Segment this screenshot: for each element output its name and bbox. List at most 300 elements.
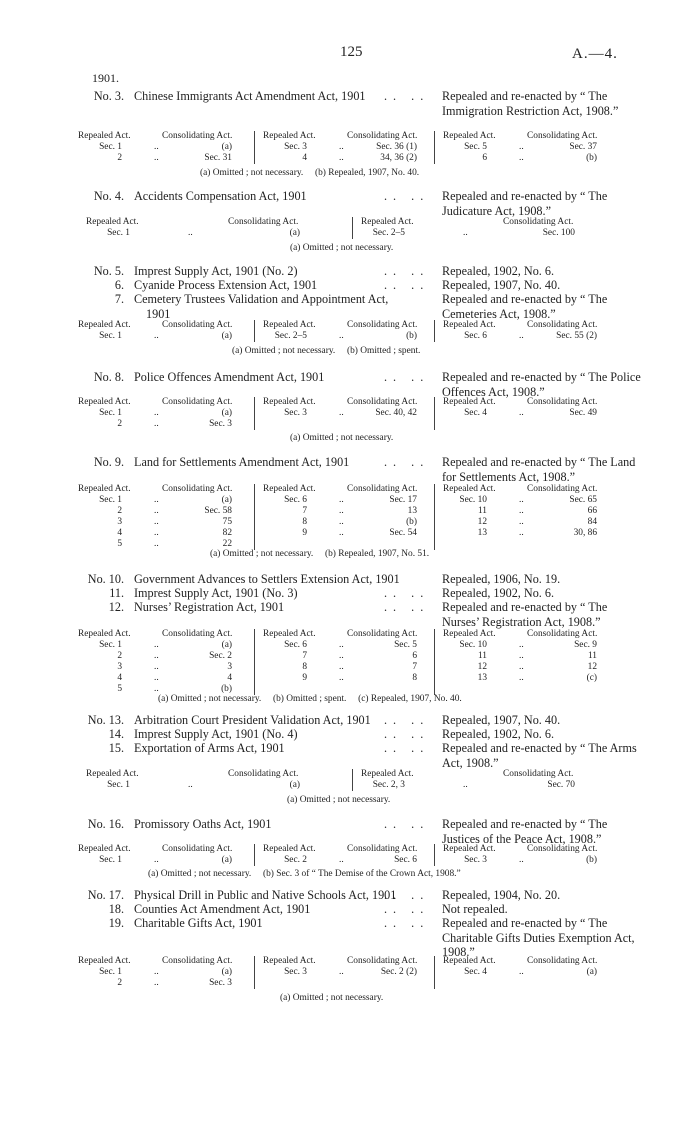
act-title: Government Advances to Settlers Extension Act, 1901 (134, 572, 400, 586)
leader-dots: .. (519, 967, 524, 977)
act-number: No. 10. (87, 572, 124, 586)
consolidating-act-header: Consolidating Act. (347, 484, 418, 494)
table-row (70, 517, 250, 528)
leader-dots: .. .. (384, 817, 430, 831)
leader-dots: .. (519, 517, 524, 527)
consolidating-section: (b) (586, 855, 597, 865)
leader-dots: .. (519, 142, 524, 152)
act-status: Repealed and re-enacted by “ The Cemeteries Act, 1908.” (442, 292, 608, 321)
consolidating-act-header: Consolidating Act. (228, 769, 299, 779)
table-row (435, 506, 615, 517)
act-status: Repealed and re-enacted by “ The Nurses’ Registration Act, 1908.” (442, 600, 608, 629)
consolidating-act-header: Consolidating Act. (503, 217, 574, 227)
repealed-section: 3 (117, 517, 122, 527)
table-group (70, 131, 250, 164)
consolidating-act-header: Consolidating Act. (162, 131, 233, 141)
act-status: Repealed and re-enacted by “ The Charitable Gifts Duties Exemption Act, 1908.” (442, 916, 635, 960)
act-status: Repealed and re-enacted by “ The Police Offences Act, 1908.” (442, 370, 641, 399)
repealed-section: 2 (117, 506, 122, 516)
table-group (254, 484, 435, 550)
consolidating-section: (a) (221, 331, 232, 341)
leader-dots: .. (519, 640, 524, 650)
repealed-section: Sec. 2, 3 (372, 780, 405, 790)
act-entry (84, 264, 644, 279)
consolidating-act-header: Consolidating Act. (527, 320, 598, 330)
consolidating-section: Sec. 2 (2) (380, 967, 417, 977)
repealed-act-header: Repealed Act. (263, 629, 316, 639)
table-row (435, 967, 615, 978)
table-row (435, 142, 615, 153)
table-row (255, 506, 435, 517)
act-status: Repealed, 1906, No. 19. (442, 572, 561, 586)
consolidating-section: 6 (412, 651, 417, 661)
table-footnote: (a) Omitted ; not necessary. (b) Repealed, 1907, No. 51. (210, 549, 430, 559)
consolidating-act-header: Consolidating Act. (527, 397, 598, 407)
repealed-section: 4 (302, 153, 307, 163)
consolidating-act-header: Consolidating Act. (162, 629, 233, 639)
table-row (255, 967, 435, 978)
act-number: No. 16. (87, 817, 124, 831)
leader-dots: .. (154, 640, 159, 650)
act-entry (84, 817, 644, 846)
leader-dots: .. (463, 780, 468, 790)
act-title: Counties Act Amendment Act, 1901 (134, 902, 311, 916)
table-row (435, 855, 615, 866)
leader-dots: .. (519, 408, 524, 418)
repealed-act-header: Repealed Act. (361, 769, 414, 779)
table-row (435, 495, 615, 506)
repealed-section: 12 (477, 517, 487, 527)
leader-dots: .. (519, 662, 524, 672)
repealed-section: Sec. 2–5 (274, 331, 307, 341)
table-row (78, 780, 348, 791)
leader-dots: .. (339, 506, 344, 516)
act-number: No. 17. (87, 888, 124, 902)
table-row (70, 640, 250, 651)
act-number: No. 5. (93, 264, 124, 278)
repealed-act-header: Repealed Act. (443, 320, 496, 330)
table-group (434, 131, 615, 164)
table-group (78, 769, 348, 791)
leader-dots: .. (519, 495, 524, 505)
leader-dots: .. (519, 331, 524, 341)
consolidating-act-header: Consolidating Act. (162, 320, 233, 330)
leader-dots: .. (339, 408, 344, 418)
table-row (435, 640, 615, 651)
table-group (70, 397, 250, 430)
leader-dots: .. .. (384, 89, 430, 103)
section-table (78, 629, 642, 695)
leader-dots: .. (339, 495, 344, 505)
act-status: Repealed and re-enacted by “ The Immigration Restriction Act, 1908.” (442, 89, 619, 118)
repealed-section: 7 (302, 651, 307, 661)
repealed-section: 9 (302, 673, 307, 683)
act-status: Repealed and re-enacted by “ The Land for Settlements Act, 1908.” (442, 455, 636, 484)
leader-dots: .. (154, 408, 159, 418)
leader-dots: .. (154, 517, 159, 527)
table-footnote: (a) Omitted ; not necessary. (b) Omitted ; spent. (232, 346, 421, 356)
repealed-section: 6 (482, 153, 487, 163)
act-status: Repealed, 1907, No. 40. (442, 278, 561, 292)
table-footnote: (a) Omitted ; not necessary. (b) Omitted ; spent. (c) Repealed, 1907, No. 40. (158, 694, 462, 704)
act-status: Repealed, 1907, No. 40. (442, 713, 561, 727)
consolidating-act-header: Consolidating Act. (527, 956, 598, 966)
act-number: No. 9. (93, 455, 124, 469)
act-entry (84, 370, 644, 399)
repealed-section: 4 (117, 528, 122, 538)
leader-dots: .. (519, 528, 524, 538)
table-row (255, 662, 435, 673)
act-number: 7. (114, 292, 124, 306)
table-row (255, 153, 435, 164)
act-title: Accidents Compensation Act, 1901 (134, 189, 307, 203)
table-row (353, 780, 623, 791)
table-row (255, 408, 435, 419)
repealed-act-header: Repealed Act. (443, 629, 496, 639)
leader-dots: .. (154, 539, 159, 549)
leader-dots: .. .. (384, 888, 430, 902)
leader-dots: .. .. (384, 902, 430, 916)
leader-dots: .. (519, 651, 524, 661)
leader-dots: .. (339, 640, 344, 650)
consolidating-section: (a) (221, 495, 232, 505)
leader-dots: .. (339, 967, 344, 977)
consolidating-section: Sec. 2 (209, 651, 232, 661)
repealed-section: Sec. 3 (284, 142, 307, 152)
consolidating-act-header: Consolidating Act. (162, 397, 233, 407)
repealed-act-header: Repealed Act. (86, 769, 139, 779)
repealed-act-header: Repealed Act. (263, 956, 316, 966)
consolidating-act-header: Consolidating Act. (347, 320, 418, 330)
repealed-section: 13 (477, 528, 487, 538)
table-group (254, 397, 435, 430)
act-entry (84, 727, 644, 742)
repealed-section: 8 (302, 662, 307, 672)
consolidating-section: Sec. 6 (394, 855, 417, 865)
leader-dots: .. (154, 495, 159, 505)
act-number: 12. (108, 600, 124, 614)
table-row (70, 673, 250, 684)
repealed-section: Sec. 10 (459, 495, 487, 505)
repealed-section: Sec. 1 (99, 640, 122, 650)
table-row (255, 517, 435, 528)
repealed-act-header: Repealed Act. (263, 320, 316, 330)
act-title: Cyanide Process Extension Act, 1901 (134, 278, 318, 292)
table-row (255, 651, 435, 662)
leader-dots: .. (154, 419, 159, 429)
repealed-section: Sec. 3 (284, 408, 307, 418)
section-table (78, 397, 642, 430)
consolidating-section: 30, 86 (573, 528, 597, 538)
consolidating-section: Sec. 9 (574, 640, 597, 650)
consolidating-section: Sec. 55 (2) (556, 331, 597, 341)
consolidating-section: (a) (221, 142, 232, 152)
consolidating-section: 3 (227, 662, 232, 672)
consolidating-act-header: Consolidating Act. (347, 844, 418, 854)
table-group (70, 320, 250, 342)
act-number: 15. (108, 741, 124, 755)
table-row (70, 528, 250, 539)
leader-dots: .. (519, 153, 524, 163)
table-group (434, 956, 615, 989)
act-title: Chinese Immigrants Act Amendment Act, 1901 (134, 89, 366, 103)
leader-dots: .. .. (384, 370, 430, 384)
act-number: No. 3. (93, 89, 124, 103)
table-footnote: (a) Omitted ; not necessary. (b) Repealed, 1907, No. 40. (200, 168, 420, 178)
consolidating-section: 66 (587, 506, 597, 516)
leader-dots: .. (339, 651, 344, 661)
consolidating-section: Sec. 31 (204, 153, 232, 163)
repealed-section: 12 (477, 662, 487, 672)
act-number: 19. (108, 916, 124, 930)
table-group (70, 844, 250, 866)
consolidating-section: Sec. 36 (1) (376, 142, 417, 152)
consolidating-section: Sec. 54 (389, 528, 417, 538)
consolidating-section: 82 (222, 528, 232, 538)
repealed-section: 13 (477, 673, 487, 683)
act-title: Arbitration Court President Validation Act, 1901 (134, 713, 371, 727)
act-title: Charitable Gifts Act, 1901 (134, 916, 263, 930)
table-row (255, 331, 435, 342)
consolidating-act-header: Consolidating Act. (347, 131, 418, 141)
consolidating-section: (a) (289, 780, 300, 790)
act-title: Promissory Oaths Act, 1901 (134, 817, 272, 831)
leader-dots: .. .. (384, 455, 430, 469)
repealed-section: 2 (117, 419, 122, 429)
act-number: 11. (109, 586, 124, 600)
table-row (435, 331, 615, 342)
act-title: Land for Settlements Amendment Act, 1901 (134, 455, 350, 469)
repealed-section: 9 (302, 528, 307, 538)
act-status: Repealed, 1904, No. 20. (442, 888, 561, 902)
section-table (82, 217, 642, 239)
consolidating-section: (b) (586, 153, 597, 163)
act-entry (84, 741, 644, 770)
consolidating-section: 7 (412, 662, 417, 672)
act-status: Repealed and re-enacted by “ The Arms Act, 1908.” (442, 741, 637, 770)
consolidating-act-header: Consolidating Act. (228, 217, 299, 227)
act-entry (84, 713, 644, 728)
table-row (435, 662, 615, 673)
consolidating-section: Sec. 49 (569, 408, 597, 418)
act-number: No. 13. (87, 713, 124, 727)
table-row (353, 228, 623, 239)
act-status: Repealed, 1902, No. 6. (442, 727, 555, 741)
table-row (255, 528, 435, 539)
consolidating-section: (b) (406, 331, 417, 341)
consolidating-section: Sec. 65 (569, 495, 597, 505)
leader-dots: .. (154, 673, 159, 683)
consolidating-section: Sec. 70 (547, 780, 575, 790)
repealed-section: Sec. 1 (99, 408, 122, 418)
consolidating-section: 4 (227, 673, 232, 683)
repealed-section: Sec. 6 (464, 331, 487, 341)
repealed-act-header: Repealed Act. (263, 484, 316, 494)
repealed-act-header: Repealed Act. (443, 484, 496, 494)
table-row (435, 651, 615, 662)
consolidating-act-header: Consolidating Act. (347, 397, 418, 407)
table-group (352, 769, 623, 791)
act-title: Imprest Supply Act, 1901 (No. 4) (134, 727, 298, 741)
act-number: No. 8. (93, 370, 124, 384)
act-status: Repealed and re-enacted by “ The Justices of the Peace Act, 1908.” (442, 817, 608, 846)
leader-dots: .. (154, 506, 159, 516)
table-row (70, 408, 250, 419)
leader-dots: .. .. (384, 189, 430, 203)
table-group (254, 956, 435, 989)
consolidating-section: 84 (587, 517, 597, 527)
table-group (70, 484, 250, 550)
act-entry (84, 455, 644, 484)
act-entry (84, 586, 644, 601)
act-entry (84, 888, 644, 903)
table-row (435, 153, 615, 164)
table-row (70, 153, 250, 164)
consolidating-section: 8 (412, 673, 417, 683)
repealed-act-header: Repealed Act. (78, 956, 131, 966)
repealed-section: 2 (117, 978, 122, 988)
leader-dots: .. .. (384, 600, 430, 614)
leader-dots: .. .. (384, 278, 430, 292)
leader-dots: .. (154, 978, 159, 988)
act-entry (84, 89, 644, 118)
consolidating-act-header: Consolidating Act. (347, 956, 418, 966)
repealed-section: Sec. 1 (107, 228, 130, 238)
consolidating-section: 22 (222, 539, 232, 549)
consolidating-act-header: Consolidating Act. (162, 484, 233, 494)
repealed-section: Sec. 1 (99, 495, 122, 505)
table-row (435, 517, 615, 528)
consolidating-section: Sec. 5 (394, 640, 417, 650)
leader-dots: .. (519, 506, 524, 516)
consolidating-act-header: Consolidating Act. (162, 956, 233, 966)
leader-dots: .. (188, 780, 193, 790)
consolidating-act-header: Consolidating Act. (527, 131, 598, 141)
table-group (78, 217, 348, 239)
repealed-section: Sec. 1 (107, 780, 130, 790)
table-row (255, 640, 435, 651)
table-row (435, 408, 615, 419)
leader-dots: .. (154, 153, 159, 163)
leader-dots: .. .. (384, 713, 430, 727)
repealed-act-header: Repealed Act. (361, 217, 414, 227)
repealed-section: Sec. 6 (284, 640, 307, 650)
leader-dots: .. (463, 228, 468, 238)
repealed-act-header: Repealed Act. (443, 844, 496, 854)
table-row (70, 495, 250, 506)
act-entry (84, 189, 644, 218)
consolidating-section: (c) (586, 673, 597, 683)
table-group (254, 629, 435, 695)
act-number: 6. (114, 278, 124, 292)
leader-dots: .. (339, 142, 344, 152)
leader-dots: .. .. (384, 916, 430, 930)
consolidating-section: (a) (221, 408, 232, 418)
repealed-act-header: Repealed Act. (78, 629, 131, 639)
consolidating-section: (a) (289, 228, 300, 238)
act-entry (84, 600, 644, 629)
table-group (434, 397, 615, 430)
consolidating-section: Sec. 37 (569, 142, 597, 152)
act-number: 18. (108, 902, 124, 916)
repealed-section: Sec. 2–5 (372, 228, 405, 238)
leader-dots: .. (154, 855, 159, 865)
repealed-act-header: Repealed Act. (443, 131, 496, 141)
repealed-act-header: Repealed Act. (78, 131, 131, 141)
consolidating-section: (a) (586, 967, 597, 977)
repealed-section: Sec. 6 (284, 495, 307, 505)
table-row (70, 978, 250, 989)
act-status: Repealed, 1902, No. 6. (442, 264, 555, 278)
consolidating-act-header: Consolidating Act. (347, 629, 418, 639)
repealed-section: Sec. 3 (284, 967, 307, 977)
repealed-section: 2 (117, 651, 122, 661)
leader-dots: .. (339, 855, 344, 865)
consolidating-section: 13 (407, 506, 417, 516)
table-row (255, 142, 435, 153)
repealed-section: Sec. 10 (459, 640, 487, 650)
table-footnote: (a) Omitted ; not necessary. (290, 243, 394, 253)
table-row (255, 855, 435, 866)
act-entry (84, 572, 644, 587)
leader-dots: .. (188, 228, 193, 238)
repealed-section: 11 (477, 651, 487, 661)
leader-dots: .. (154, 142, 159, 152)
repealed-section: 5 (117, 539, 122, 549)
act-title: Imprest Supply Act, 1901 (No. 3) (134, 586, 298, 600)
table-row (70, 331, 250, 342)
leader-dots: .. (339, 673, 344, 683)
repealed-section: Sec. 1 (99, 142, 122, 152)
consolidating-section: 12 (587, 662, 597, 672)
repealed-section: 2 (117, 153, 122, 163)
repealed-section: Sec. 3 (464, 855, 487, 865)
consolidating-section: (a) (221, 967, 232, 977)
section-table (78, 131, 642, 164)
table-group (254, 131, 435, 164)
table-row (70, 967, 250, 978)
leader-dots: .. (339, 662, 344, 672)
table-row (70, 651, 250, 662)
leader-dots: .. .. (384, 586, 430, 600)
repealed-section: 8 (302, 517, 307, 527)
repealed-act-header: Repealed Act. (263, 397, 316, 407)
repealed-act-header: Repealed Act. (263, 844, 316, 854)
leader-dots: .. (339, 528, 344, 538)
consolidating-section: (a) (221, 855, 232, 865)
section-table (78, 320, 642, 342)
year-label: 1901. (92, 71, 119, 85)
table-footnote: (a) Omitted ; not necessary. (287, 795, 391, 805)
consolidating-act-header: Consolidating Act. (527, 629, 598, 639)
leader-dots: .. (519, 673, 524, 683)
repealed-section: Sec. 2 (284, 855, 307, 865)
table-group (70, 956, 250, 989)
consolidating-section: (b) (406, 517, 417, 527)
consolidating-section: Sec. 3 (209, 978, 232, 988)
consolidating-section: Sec. 58 (204, 506, 232, 516)
table-row (255, 495, 435, 506)
table-group (254, 320, 435, 342)
act-title: Imprest Supply Act, 1901 (No. 2) (134, 264, 298, 278)
leader-dots: .. .. (384, 727, 430, 741)
repealed-section: 7 (302, 506, 307, 516)
table-group (434, 844, 615, 866)
section-table (78, 844, 642, 866)
leader-dots: .. (339, 331, 344, 341)
act-entry (84, 278, 644, 293)
act-status: Not repealed. (442, 902, 508, 916)
